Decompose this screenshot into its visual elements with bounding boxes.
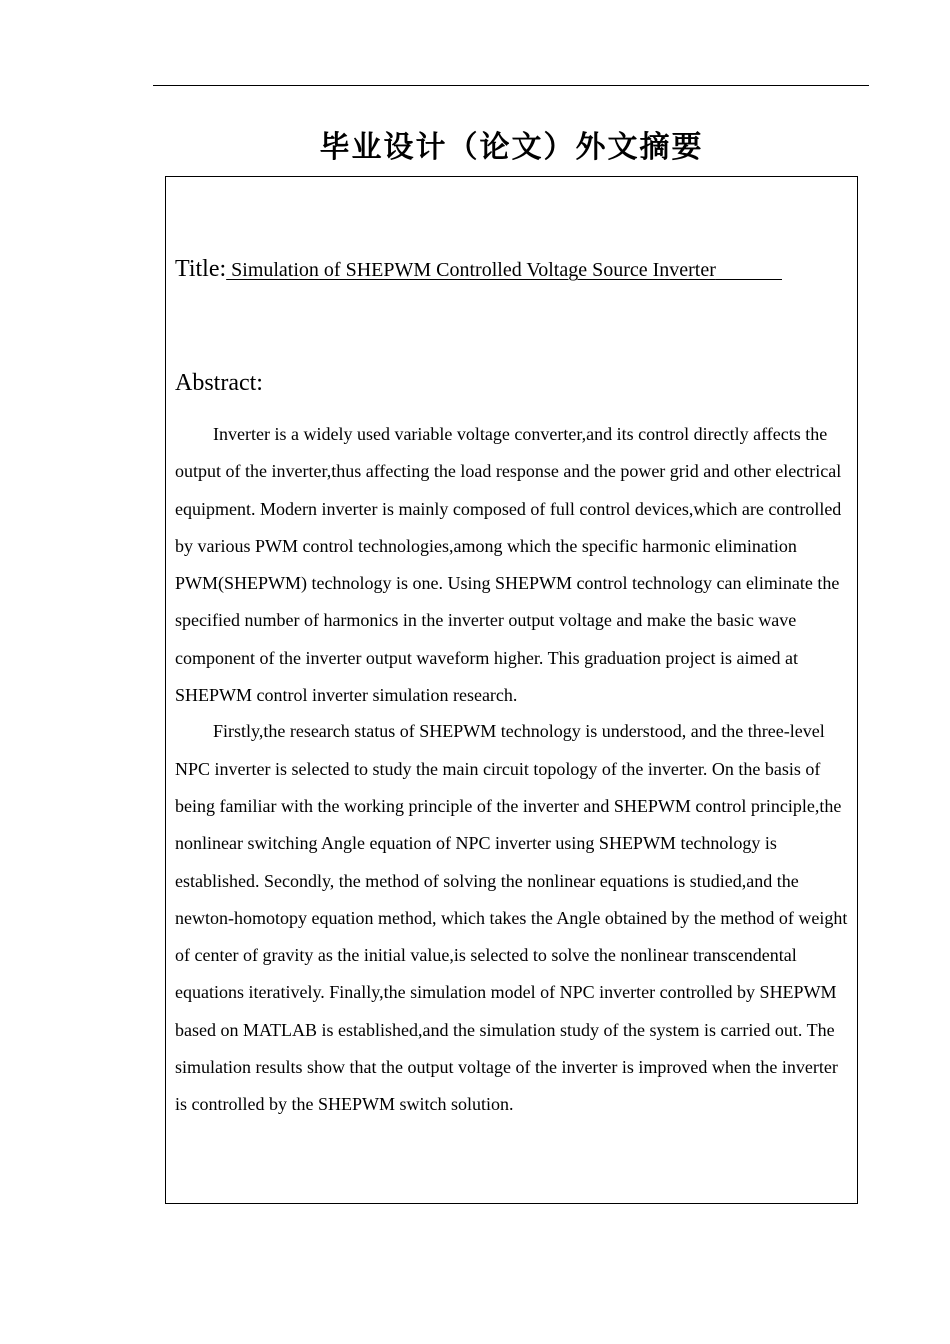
abstract-paragraph-2: Firstly,the research status of SHEPWM technology is understood, and the three-level NPC inverter is selected to study the main circuit topology of the inverter. On the basis of being familiar with the working principle of the inverter and SHEPWM control principle,the nonlinear switching Angle equation of NPC inverter using SHEPWM technology is established. Secondly, the method of solving the nonlinear equations is studied,and the newton-homotopy equation method, which takes the Angle obtained by the method of weight of center of gravity as the initial value,is selected to solve the nonlinear transcendental equations iteratively. Finally,the simulation model of NPC inverter controlled by SHEPWM based on MATLAB is established,and the simulation study of the system is carried out. The simulation results show that the output voltage of the inverter is improved when the inverter is controlled by the SHEPWM switch solution.: [175, 721, 848, 1115]
abstract-frame: [165, 176, 858, 1204]
title-label: Title:: [175, 256, 227, 282]
header-rule: [153, 85, 869, 86]
page-title: 毕业设计（论文）外文摘要: [319, 130, 704, 165]
title-underline-fill: [716, 278, 782, 280]
abstract-body: [175, 416, 849, 1124]
thesis-title: Simulation of SHEPWM Controlled Voltage Source Inverter: [226, 259, 716, 281]
title-row: [175, 254, 847, 287]
abstract-paragraph-1: Inverter is a widely used variable voltage converter,and its control directly affects the output of the inverter,thus affecting the load response and the power grid and other electrical equipment. Modern inverter is mainly composed of full control devices,which are controlled by various PWM control technologies,among which the specific harmonic elimination PWM(SHEPWM) technology is one. Using SHEPWM control technology can eliminate the specified number of harmonics in the inverter output voltage and make the basic wave component of the inverter output waveform higher. This graduation project is aimed at SHEPWM control inverter simulation research.: [175, 424, 842, 706]
abstract-heading: Abstract:: [175, 370, 263, 396]
